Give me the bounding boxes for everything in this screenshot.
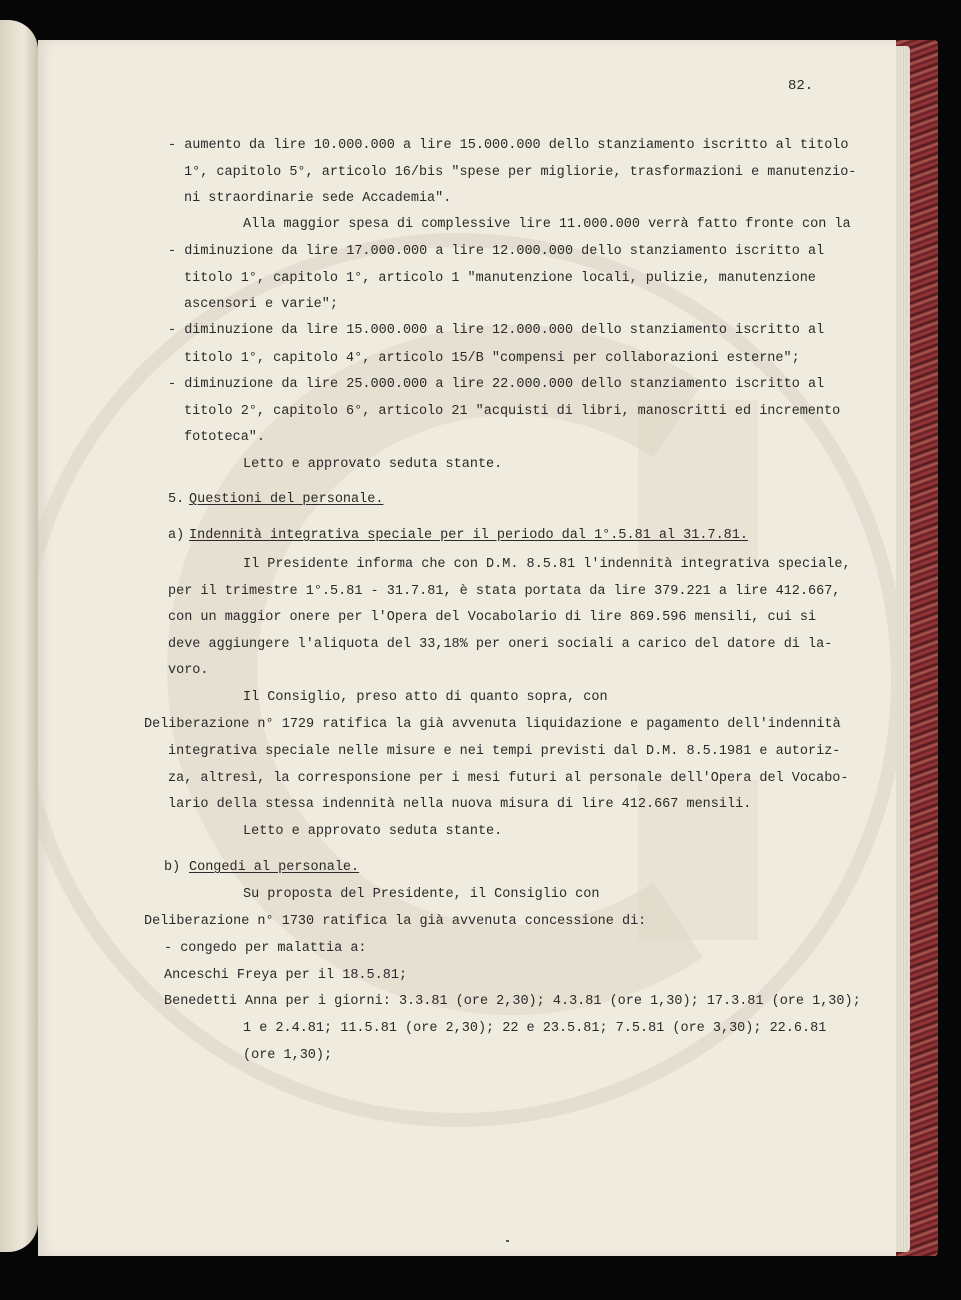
subsection-letter: b) [164,860,181,875]
text-line: per il trimestre 1°.5.81 - 31.7.81, è stata portata da lire 379.221 a lire 412.667, [168,584,841,599]
text-line: titolo 1°, capitolo 1°, articolo 1 "manutenzione locali, pulizie, manutenzione [184,271,816,286]
text-line: fototeca". [184,430,266,445]
text-line: - diminuzione da lire 17.000.000 a lire 12.000.000 dello stanziamento iscritto al [168,244,825,259]
section-heading: Questioni del personale. [189,492,384,507]
subsection-letter: a) [168,528,185,543]
text-line: Letto e approvato seduta stante. [243,457,503,472]
text-line: Deliberazione n° 1729 ratifica la già avvenuta liquidazione e pagamento dell'indennità [144,717,841,732]
document-page [38,40,896,1256]
text-line: 1°, capitolo 5°, articolo 16/bis "spese per migliorie, trasformazioni e manutenzio- [184,165,857,180]
text-line: titolo 2°, capitolo 6°, articolo 21 "acquisti di libri, manoscritti ed incremento [184,404,841,419]
text-line: Il Presidente informa che con D.M. 8.5.81 l'indennità integrativa speciale, [243,557,851,572]
subsection-heading: Congedi al personale. [189,860,360,875]
ink-dot [506,1240,509,1242]
text-line: za, altresì, la corresponsione per i mesi futuri al personale dell'Opera del Vocabo- [168,771,849,786]
text-line: Il Consiglio, preso atto di quanto sopra, con [243,690,608,705]
subsection-heading: Indennità integrativa speciale per il periodo dal 1°.5.81 al 31.7.81. [189,528,748,543]
text-line: Su proposta del Presidente, il Consiglio con [243,887,600,902]
text-line: Deliberazione n° 1730 ratifica la già avvenuta concessione di: [144,914,647,929]
text-line: con un maggior onere per l'Opera del Vocabolario di lire 869.596 mensili, cui si [168,610,817,625]
text-line: voro. [168,663,209,678]
text-line: - congedo per malattia a: [164,941,367,956]
text-line: lario della stessa indennità nella nuova misura di lire 412.667 mensili. [168,797,752,812]
text-line: titolo 1°, capitolo 4°, articolo 15/B "compensi per collaborazioni esterne"; [184,351,800,366]
left-page-edge [0,20,38,1252]
text-line: integrativa speciale nelle misure e nei tempi previsti dal D.M. 8.5.1981 e autoriz- [168,744,841,759]
text-line: Benedetti Anna per i giorni: 3.3.81 (ore 2,30); 4.3.81 (ore 1,30); 17.3.81 (ore 1,30); [164,994,861,1009]
text-line: deve aggiungere l'aliquota del 33,18% per oneri sociali a carico del datore di la- [168,637,833,652]
section-number: 5. [168,492,185,507]
text-line: - aumento da lire 10.000.000 a lire 15.000.000 dello stanziamento iscritto al titolo [168,138,849,153]
text-line: ni straordinarie sede Accademia". [184,191,452,206]
text-line: ascensori e varie"; [184,297,338,312]
text-line: - diminuzione da lire 15.000.000 a lire 12.000.000 dello stanziamento iscritto al [168,323,825,338]
text-line: 1 e 2.4.81; 11.5.81 (ore 2,30); 22 e 23.5.81; 7.5.81 (ore 3,30); 22.6.81 [243,1021,827,1036]
text-line: Alla maggior spesa di complessive lire 11.000.000 verrà fatto fronte con la [243,217,851,232]
text-line: - diminuzione da lire 25.000.000 a lire 22.000.000 dello stanziamento iscritto al [168,377,825,392]
text-line: Letto e approvato seduta stante. [243,824,503,839]
page-number: 82. [788,78,814,94]
text-line: Anceschi Freya per il 18.5.81; [164,968,408,983]
text-line: (ore 1,30); [243,1048,333,1063]
